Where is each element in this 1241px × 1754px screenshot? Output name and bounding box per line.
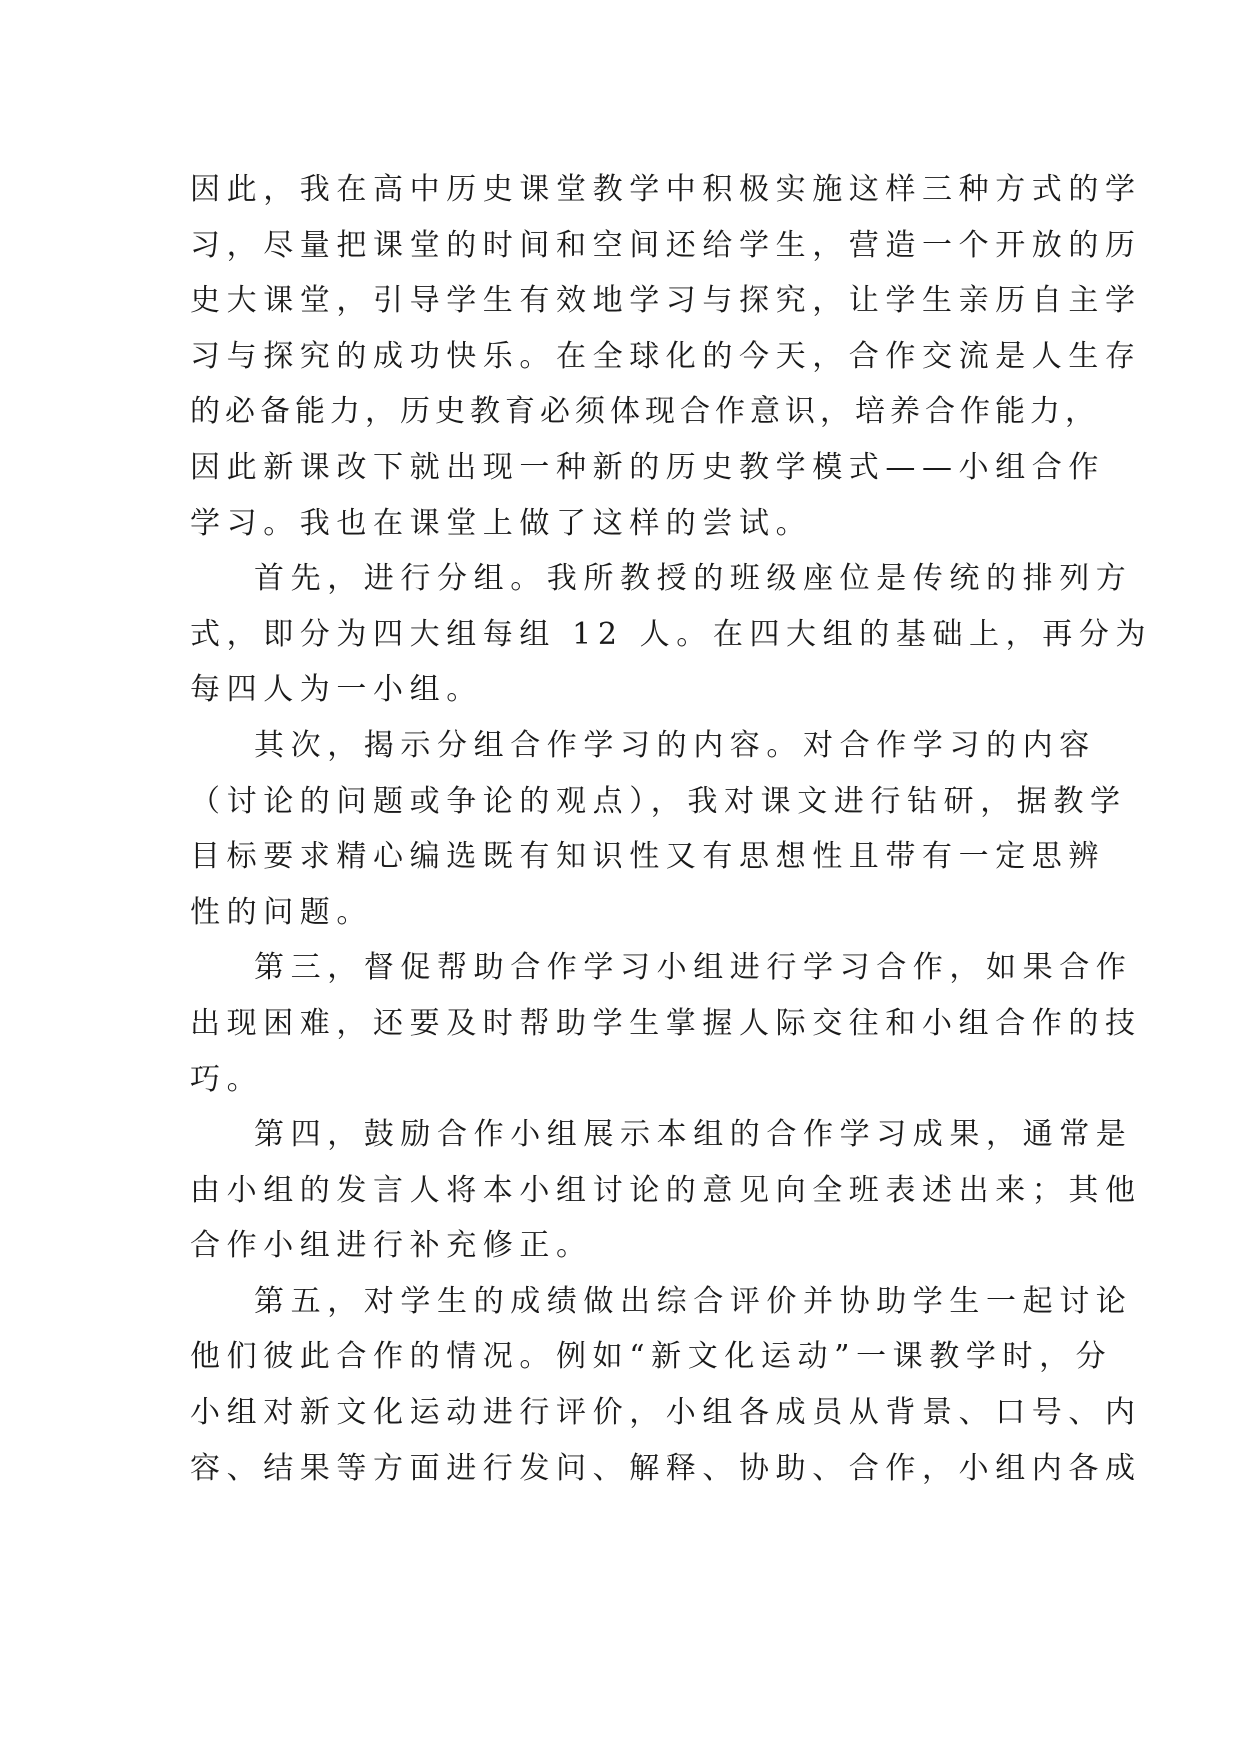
text-line: 因此，我在高中历史课堂教学中积极实施这样三种方式的学 [190, 172, 1142, 207]
text-line: 首先，进行分组。我所教授的班级座位是传统的排列方 [254, 561, 1133, 597]
text-line: 性的问题。 [190, 894, 373, 930]
text-line: 史大课堂，引导学生有效地学习与探究，让学生亲历自主学 [190, 283, 1142, 319]
text-line: 出现困难，还要及时帮助学生掌握人际交往和小组合作的技 [190, 1005, 1142, 1041]
paragraph-fifth [190, 1274, 1142, 1496]
text-line: 习与探究的成功快乐。在全球化的今天，合作交流是人生存 [190, 338, 1142, 374]
document-body [190, 162, 1153, 1496]
paragraph-intro [190, 162, 1142, 551]
text-line: 他们彼此合作的情况。例如“新文化运动”一课教学时，分 [190, 1339, 1113, 1375]
text-line: 目标要求精心编选既有知识性又有思想性且带有一定思辨 [190, 839, 1105, 875]
text-line: 巧。 [190, 1061, 264, 1097]
text-line: 第三，督促帮助合作学习小组进行学习合作，如果合作 [254, 950, 1133, 986]
paragraph-fourth [190, 1107, 1142, 1274]
text-line: 因此新课改下就出现一种新的历史教学模式——小组合作 [190, 449, 1105, 485]
text-line: 的必备能力，历史教育必须体现合作意识，培养合作能力， [190, 394, 1100, 430]
text-line: 学习。我也在课堂上做了这样的尝试。 [190, 505, 813, 541]
paragraph-second [190, 718, 1127, 940]
text-line: （讨论的问题或争论的观点），我对课文进行钻研，据教学 [190, 783, 1127, 819]
paragraph-first [190, 551, 1153, 718]
text-line: 第四，鼓励合作小组展示本组的合作学习成果，通常是 [254, 1117, 1133, 1153]
text-line: 式，即分为四大组每组 12 人。在四大组的基础上，再分为 [190, 616, 1153, 652]
text-line: 小组对新文化运动进行评价，小组各成员从背景、口号、内 [190, 1395, 1142, 1431]
text-line: 习，尽量把课堂的时间和空间还给学生，营造一个开放的历 [190, 227, 1142, 263]
text-line: 其次，揭示分组合作学习的内容。对合作学习的内容 [254, 727, 1096, 763]
text-line: 由小组的发言人将本小组讨论的意见向全班表述出来；其他 [190, 1172, 1142, 1208]
text-line: 合作小组进行补充修正。 [190, 1228, 593, 1264]
text-line: 容、结果等方面进行发问、解释、协助、合作，小组内各成 [190, 1450, 1142, 1486]
text-line: 第五，对学生的成绩做出综合评价并协助学生一起讨论 [254, 1283, 1133, 1319]
text-line: 每四人为一小组。 [190, 672, 483, 708]
paragraph-third [190, 940, 1142, 1107]
